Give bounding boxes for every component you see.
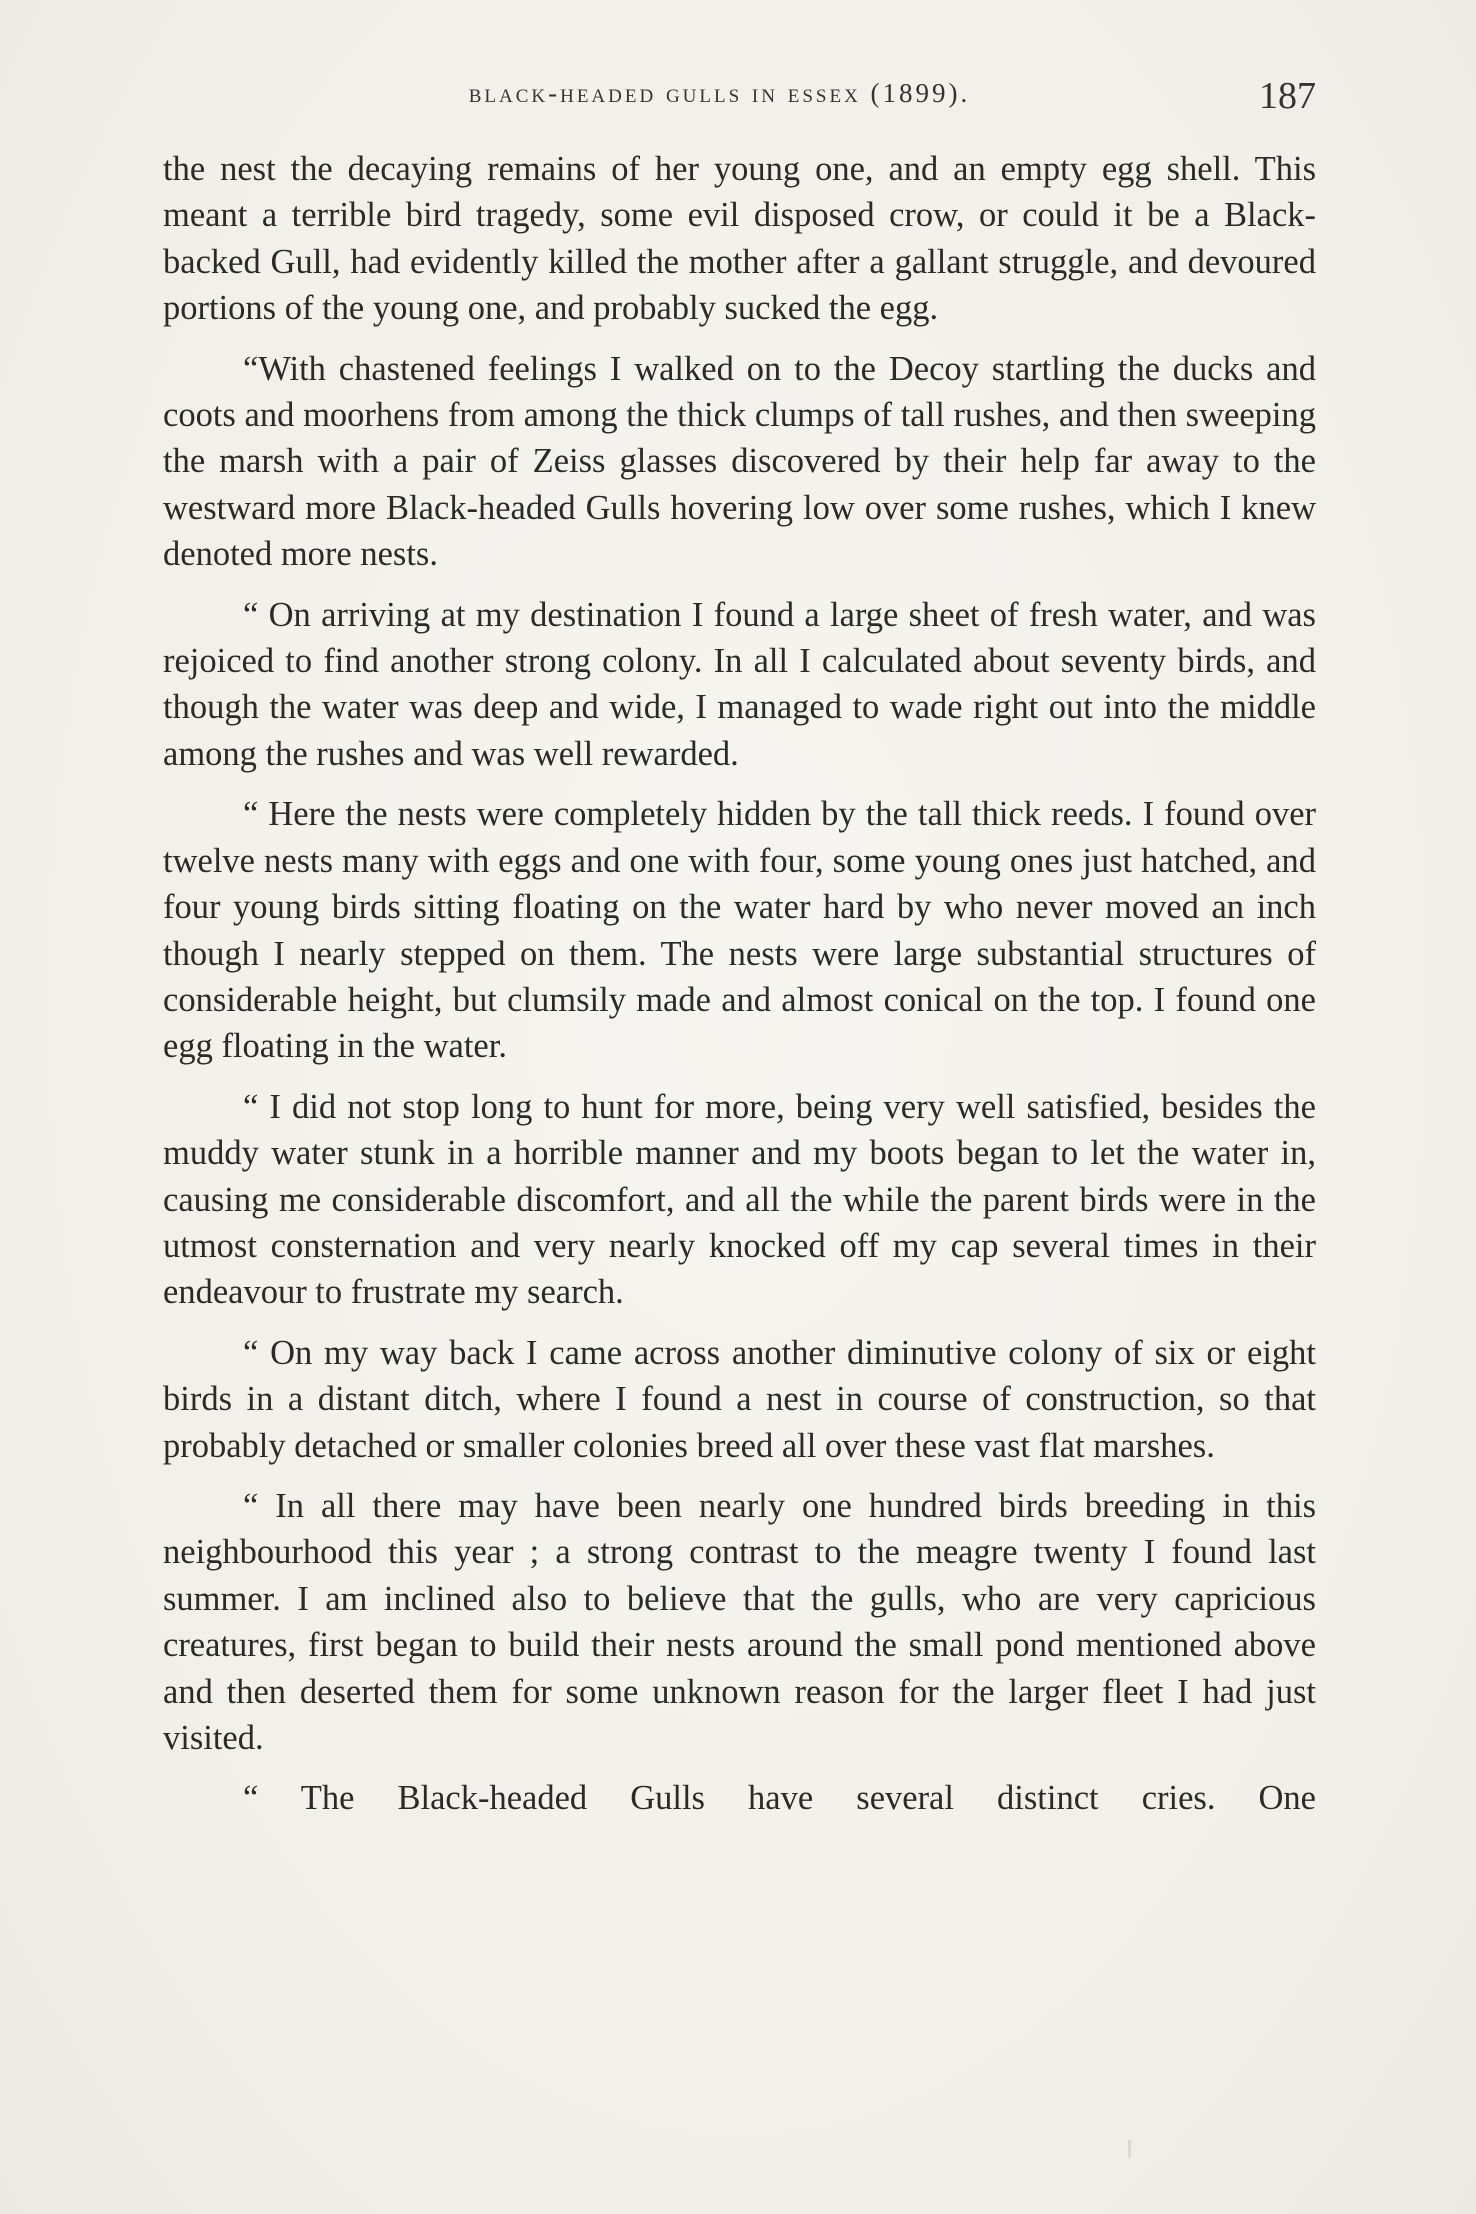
paragraph: “ On my way back I came across another diminutive colony of six or eight birds in a distant ditch, where I found a nest in course of construction, so that probably detached or smaller colonies breed all over these vast flat marshes.: [163, 1333, 1316, 1465]
paragraph: “ I did not stop long to hunt for more, being very well satisfied, besides the muddy water stunk in a horrible manner and my boots began to let the water in, causing me considerable discomfort, and all the while the parent birds were in the utmost consternation and very nearly knocked off my cap several times in their endeavour to frustrate my search.: [163, 1087, 1316, 1312]
paragraph: “ In all there may have been nearly one hundred birds breeding in this neighbourhood this year ; a strong contrast to the meagre twenty I found last summer. I am inclined also to believe that the gulls, who are very capricious creatures, first began to build their nests around the small pond mentioned above and then deserted them for some unknown reason for the larger fleet I had just visited.: [163, 1486, 1316, 1757]
paragraph: “ On arriving at my destination I found a large sheet of fresh water, and was rejoiced to find another strong colony. In all I calculated about seventy birds, and though the water was deep and wide, I managed to wade right out into the middle among the rushes and was well rewarded.: [163, 595, 1316, 773]
page-number: 187: [1259, 75, 1316, 117]
running-title: black-headed gulls in essex (1899).: [468, 78, 971, 108]
paper-mark: [1128, 2140, 1131, 2158]
paragraph: the nest the decaying remains of her young one, and an empty egg shell. This meant a terrible bird tragedy, some evil disposed crow, or could it be a Black-backed Gull, had evidently killed the mother after a gallant struggle, and devoured portions of the young one, and probably sucked the egg.: [163, 150, 1316, 328]
paragraph: “ The Black-headed Gulls have several distinct cries. One: [243, 1779, 1316, 1818]
body-text: [163, 146, 1316, 1822]
paragraph: “ Here the nests were completely hidden by the tall thick reeds. I found over twelve nests many with eggs and one with four, some young ones just hatched, and four young birds sitting floating on the water hard by who never moved an inch though I nearly stepped on them. The nests were large substantial structures of considerable height, but clumsily made and almost conical on the top. I found one egg floating in the water.: [163, 795, 1316, 1066]
running-head: [163, 72, 1316, 132]
paragraph: “With chastened feelings I walked on to the Decoy startling the ducks and coots and moorhens from among the thick clumps of tall rushes, and then sweeping the marsh with a pair of Zeiss glasses discovered by their help far away to the westward more Black-headed Gulls hovering low over some rushes, which I knew denoted more nests.: [163, 349, 1316, 574]
